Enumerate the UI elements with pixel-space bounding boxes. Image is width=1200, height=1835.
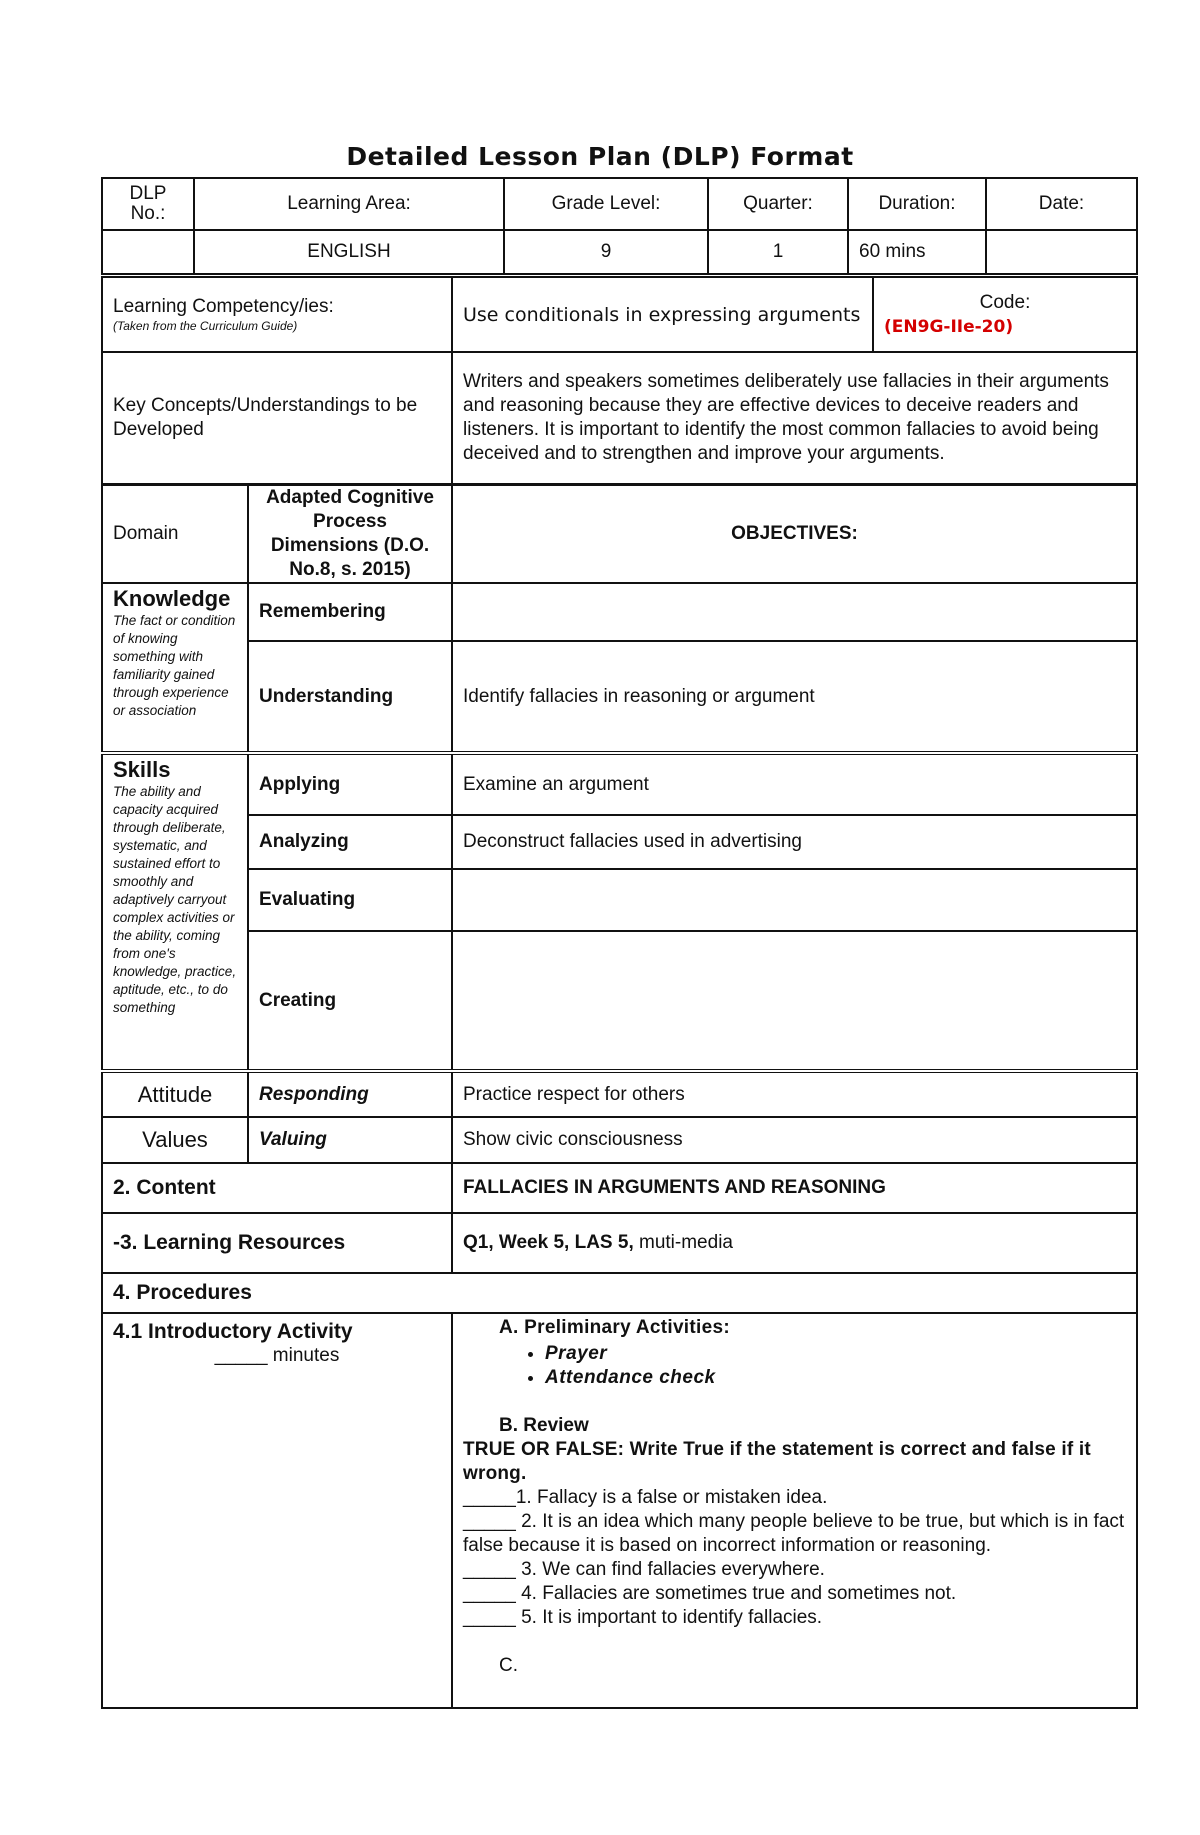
process-header: Adapted Cognitive Process Dimensions (D.O. No.8, s. 2015) (248, 485, 452, 583)
objectives-table (101, 484, 1138, 1709)
quarter-value: 1 (708, 230, 848, 274)
code-value: (EN9G-IIe-20) (884, 316, 1014, 337)
competency-note: (Taken from the Curriculum Guide) (113, 319, 298, 333)
evaluating-objective (452, 869, 1137, 931)
intro-minutes: _____ minutes (214, 1345, 340, 1366)
c-heading: C. (499, 1655, 518, 1676)
code-cell (873, 277, 1137, 352)
responding-label: Responding (248, 1071, 452, 1117)
skills-title: Skills (113, 757, 171, 782)
analyzing-objective: Deconstruct fallacies used in advertising (452, 815, 1137, 869)
key-concepts-value: Writers and speakers sometimes deliberately use fallacies in their arguments and reasoning because they are effective devices to deceive readers and listeners. It is important to identify the most common fallacies to avoid being deceived and to strengthen and improve your arguments. (452, 352, 1137, 484)
knowledge-domain (102, 583, 248, 753)
evaluating-label: Evaluating (248, 869, 452, 931)
content-value: FALLACIES IN ARGUMENTS AND REASONING (452, 1163, 1137, 1213)
bullet-attendance: • Attendance check (545, 1366, 1126, 1390)
review-item-3: _____ 3. We can find fallacies everywhere. (463, 1559, 825, 1580)
grade-level-label: Grade Level: (504, 178, 708, 230)
competency-table (101, 276, 1138, 485)
duration-label: Duration: (848, 178, 986, 230)
resources-value-rest: muti-media (633, 1232, 733, 1253)
competency-value: Use conditionals in expressing arguments (452, 277, 873, 352)
review-instruction: TRUE OR FALSE: Write True if the statement is correct and false if it wrong. (463, 1439, 1091, 1484)
creating-label: Creating (248, 931, 452, 1071)
review-item-2: _____ 2. It is an idea which many people believe to be true, but which is in fact false because it is based on incorrect information or reasoning. (463, 1511, 1125, 1556)
knowledge-title: Knowledge (113, 586, 231, 611)
remembering-label: Remembering (248, 583, 452, 641)
intro-label: 4.1 Introductory Activity (113, 1320, 353, 1343)
resources-label: -3. Learning Resources (102, 1213, 452, 1273)
quarter-label: Quarter: (708, 178, 848, 230)
valuing-label: Valuing (248, 1117, 452, 1163)
review-heading: B. Review (499, 1415, 589, 1436)
understanding-label: Understanding (248, 641, 452, 753)
attitude-label: Attitude (102, 1071, 248, 1117)
date-value (986, 230, 1137, 274)
values-label: Values (102, 1117, 248, 1163)
intro-cell (102, 1313, 452, 1708)
content-label: 2. Content (102, 1163, 452, 1213)
code-label: Code: (979, 291, 1031, 313)
preliminary-list (463, 1342, 1126, 1390)
page-title: Detailed Lesson Plan (DLP) Format (346, 142, 854, 171)
key-concepts-label: Key Concepts/Understandings to be Developed (102, 352, 452, 484)
duration-value: 60 mins (848, 230, 986, 274)
understanding-objective: Identify fallacies in reasoning or argument (452, 641, 1137, 753)
remembering-objective (452, 583, 1137, 641)
skills-domain (102, 753, 248, 1071)
learning-area-value: ENGLISH (194, 230, 504, 274)
attitude-objective: Practice respect for others (452, 1071, 1137, 1117)
date-label: Date: (986, 178, 1137, 230)
review-item-1: _____1. Fallacy is a false or mistaken idea. (463, 1487, 828, 1508)
domain-header: Domain (102, 485, 248, 583)
creating-objective (452, 931, 1137, 1071)
objectives-header: OBJECTIVES: (452, 485, 1137, 583)
dlp-no-value (102, 230, 194, 274)
competency-cell (102, 277, 452, 352)
header-table (101, 177, 1138, 275)
applying-objective: Examine an argument (452, 753, 1137, 815)
values-objective: Show civic consciousness (452, 1117, 1137, 1163)
grade-level-value: 9 (504, 230, 708, 274)
intro-content (452, 1313, 1137, 1708)
resources-value-bold: Q1, Week 5, LAS 5, (463, 1232, 634, 1253)
analyzing-label: Analyzing (248, 815, 452, 869)
procedures-label: 4. Procedures (102, 1273, 1137, 1313)
skills-desc: The ability and capacity acquired through deliberate, systematic, and sustained effort to smoothly and adaptively carryout complex activities or the ability, coming from one's knowledge, practice, aptitude, etc., to do something (113, 784, 237, 1015)
knowledge-desc: The fact or condition of knowing something with familiarity gained through experience or association (113, 613, 236, 718)
review-item-5: _____ 5. It is important to identify fallacies. (463, 1607, 823, 1628)
resources-value (452, 1213, 1137, 1273)
bullet-prayer: • Prayer (545, 1342, 1126, 1366)
competency-label: Learning Competency/ies: (113, 296, 334, 317)
preliminary-heading: A. Preliminary Activities: (499, 1317, 730, 1338)
dlp-no-label: DLP No.: (102, 178, 194, 230)
review-item-4: _____ 4. Fallacies are sometimes true and sometimes not. (463, 1583, 957, 1604)
applying-label: Applying (248, 753, 452, 815)
learning-area-label: Learning Area: (194, 178, 504, 230)
